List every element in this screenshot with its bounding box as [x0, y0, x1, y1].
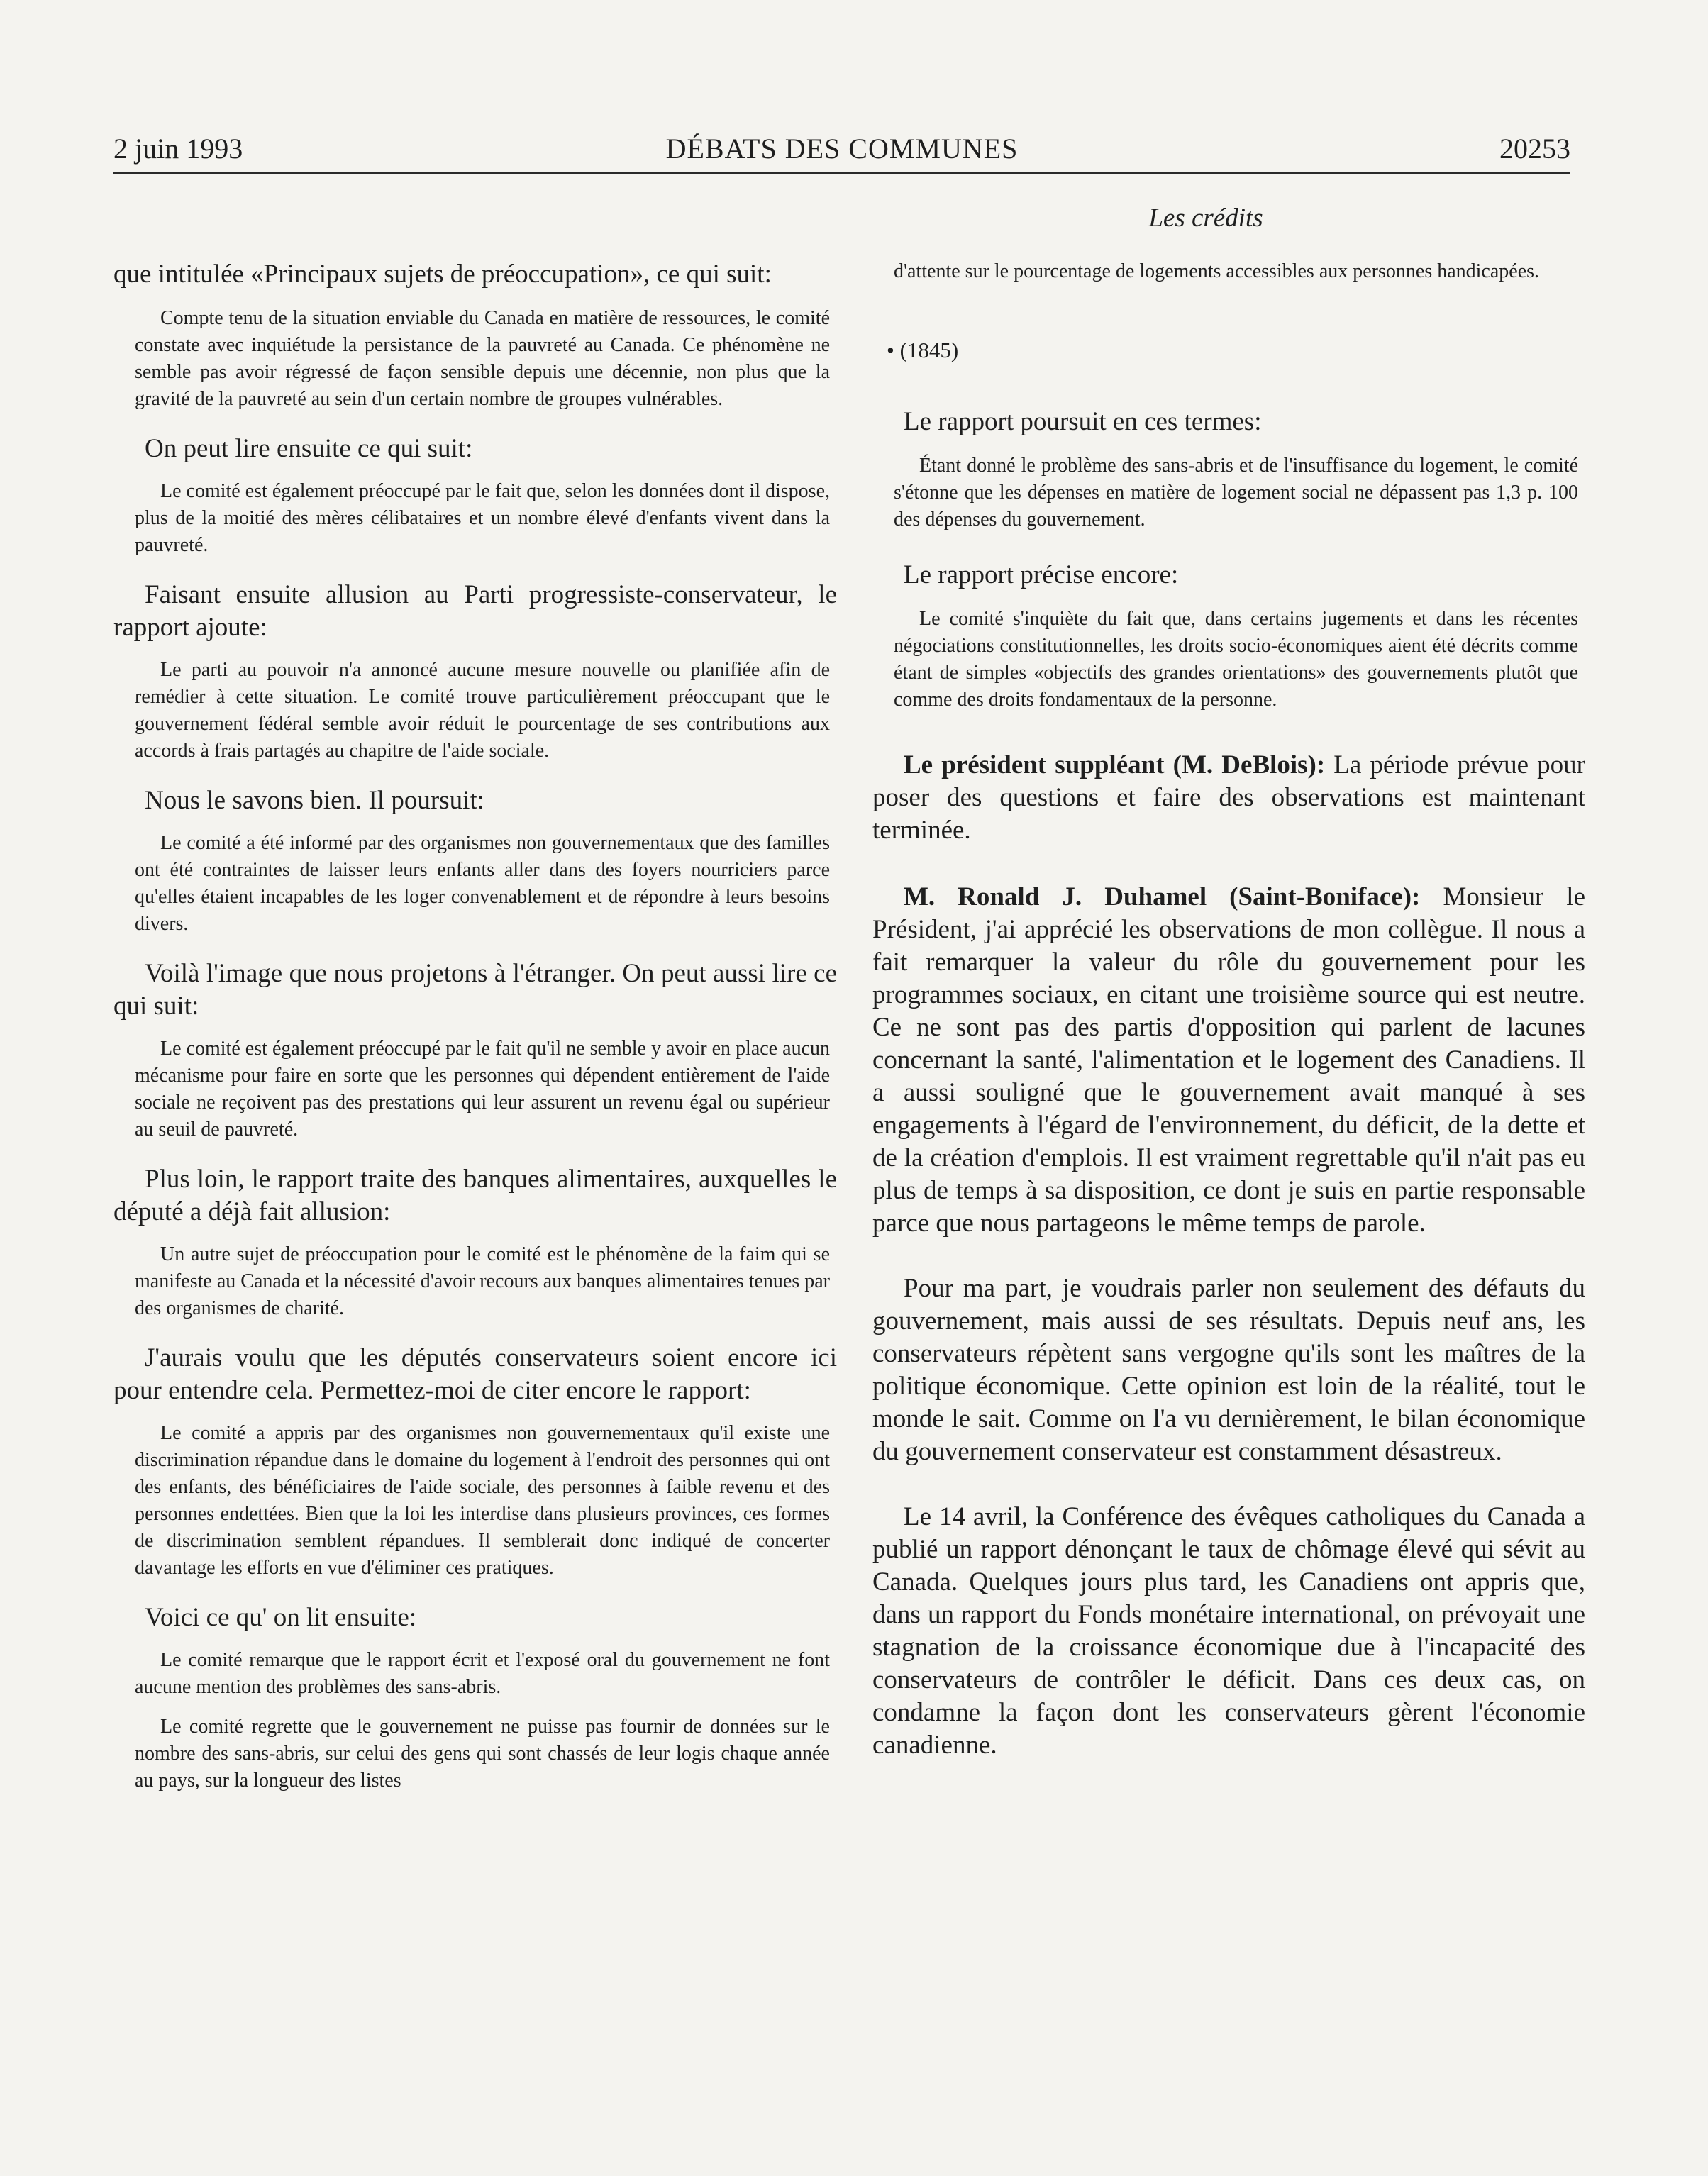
paragraph: Voilà l'image que nous projetons à l'étranger. On peut aussi lire ce qui suit: [113, 959, 837, 1021]
speaker-name: M. Ronald J. Duhamel (Saint-Boniface): [904, 882, 1421, 911]
paragraph: Pour ma part, je voudrais parler non seulement des défauts du gouvernement, mais aussi de ses résultats. Depuis neuf ans, les conservateurs répètent sans vergogne qu'ils sont les maîtres de la politique économique. Cette opinion est loin de la réalité, tout le monde le sait. Comme on l'a vu dernièrement, le bilan économique du gouvernement conservateur est constamment désastreux. [872, 1274, 1585, 1466]
block-quote: Le comité regrette que le gouvernement ne puisse pas fournir de données sur le nombre des sans-abris, sur celui des gens qui sont chassés de leur logis chaque année au pays, sur la longueur des listes [135, 1716, 830, 1792]
block-quote: Le comité est également préoccupé par le fait que, selon les données dont il dispose, plus de la moitié des mères célibataires et un nombre élevé d'enfants vivent dans la pauvreté. [135, 480, 830, 556]
paragraph: Voici ce qu' on lit ensuite: [145, 1603, 417, 1632]
page-header [113, 126, 1570, 174]
paragraph [872, 749, 1585, 847]
block-quote: Étant donné le problème des sans-abris et de l'insuffisance du logement, le comité s'étonne que les dépenses en matière de logement social ne dépassent pas 1,3 p. 100 des dépenses du gouvernement. [894, 455, 1578, 531]
paragraph: Le 14 avril, la Conférence des évêques catholiques du Canada a publié un rapport dénonçant le taux de chômage élevé qui sévit au Canada. Quelques jours plus tard, les Canadiens ont appris que, dans un rapport du Fonds monétaire international, on prévoyait une stagnation de la croissance économique due à l'incapacité des conservateurs de contrôler le déficit. Dans ces deux cas, on condamne la façon dont les conservateurs gèrent l'économie canadienne. [872, 1502, 1585, 1760]
speaker-name: Le président suppléant (M. DeBlois): [904, 750, 1326, 779]
block-quote: Le comité a été informé par des organismes non gouvernementaux que des familles ont été contraintes de laisser leurs enfants aller dans des foyers nourriciers parce qu'elles étaient incapables de les loger convenablement et de répondre à leurs besoins divers. [135, 832, 830, 935]
paragraph [872, 881, 1585, 1240]
speech-text: La période prévue pour poser des questions et faire des observations est maintenant terminée. [872, 750, 1585, 845]
paragraph: Nous le savons bien. Il poursuit: [145, 786, 484, 815]
block-quote: d'attente sur le pourcentage de logements accessibles aux personnes handicapées. [894, 260, 1540, 282]
left-column [113, 258, 837, 1794]
block-quote: Le comité est également préoccupé par le fait qu'il ne semble y avoir en place aucun mécanisme pour faire en sorte que les personnes qui dépendent entièrement de l'aide sociale ne reçoivent pas des prestations qui leur assurent un revenu égal ou supérieur au seuil de pauvreté. [135, 1038, 830, 1140]
section-subheader: Les crédits [1148, 204, 1263, 233]
block-quote: Le comité remarque que le rapport écrit et l'exposé oral du gouvernement ne font aucune mention des problèmes des sans-abris. [135, 1649, 830, 1698]
paragraph: que intitulée «Principaux sujets de préoccupation», ce qui suit: [113, 260, 772, 289]
paragraph: Le rapport précise encore: [904, 560, 1179, 589]
block-quote: Un autre sujet de préoccupation pour le comité est le phénomène de la faim qui se manifeste au Canada et la nécessité d'avoir recours aux banques alimentaires tenues par des organismes de charité. [135, 1243, 830, 1319]
paragraph: Faisant ensuite allusion au Parti progressiste-conservateur, le rapport ajoute: [113, 580, 837, 642]
paragraph: Plus loin, le rapport traite des banques alimentaires, auxquelles le député a déjà fait allusion: [113, 1165, 837, 1226]
block-quote: Compte tenu de la situation enviable du Canada en matière de ressources, le comité constate avec inquiétude la persistance de la pauvreté au Canada. Ce phénomène ne semble pas avoir régressé de façon sensible depuis une décennie, non plus que la gravité de la pauvreté au sein d'un certain nombre de groupes vulnérables. [135, 307, 830, 410]
header-page-number: 20253 [1499, 133, 1570, 165]
block-quote: Le comité s'inquiète du fait que, dans certains jugements et dans les récentes négociations constitutionnelles, les droits socio-économiques aient été décrits comme étant de simples «objectifs des grandes orientations» des gouvernements plutôt que comme des droits fondamentaux de la personne. [894, 608, 1578, 711]
paragraph: On peut lire ensuite ce qui suit: [145, 434, 473, 463]
right-column [872, 258, 1585, 1762]
speech-text: Monsieur le Président, j'ai apprécié les observations de mon collègue. Il nous a fait remarquer la valeur du rôle du gouvernement pour les programmes sociaux, en citant une troisième source qui est neutre. Ce ne sont pas des partis d'opposition qui parlent de lacunes concernant la santé, l'alimentation et le logement des Canadiens. Il a aussi souligné que le gouvernement avait manqué à ses engagements à l'égard de l'environnement, du déficit, de la dette et de la création d'emplois. Il est vraiment regrettable qu'il n'ait pas eu plus de temps à sa disposition, ce dont je suis en partie responsable parce que nous partageons le même temps de parole. [872, 882, 1585, 1238]
paragraph: Le rapport poursuit en ces termes: [904, 407, 1262, 436]
time-marker: • (1845) [887, 338, 959, 362]
header-title: DÉBATS DES COMMUNES [665, 133, 1019, 165]
block-quote: Le parti au pouvoir n'a annoncé aucune mesure nouvelle ou planifiée afin de remédier à cette situation. Le comité trouve particulièrement préoccupant que le gouvernement fédéral semble avoir réduit le pourcentage de ses contributions aux accords à frais partagés au chapitre de l'aide sociale. [135, 659, 830, 762]
header-date: 2 juin 1993 [113, 133, 243, 165]
block-quote: Le comité a appris par des organismes non gouvernementaux qu'il existe une discrimination répandue dans le domaine du logement à l'endroit des personnes qui ont des enfants, des bénéficiaires de l'aide sociale, des personnes à faible revenu et des personnes endettées. Bien que la loi les interdise dans plusieurs provinces, ces formes de discrimination semblent répandues. Il semblerait donc indiqué de concerter davantage les efforts en vue d'éliminer ces pratiques. [135, 1422, 830, 1579]
paragraph: J'aurais voulu que les députés conservateurs soient encore ici pour entendre cela. Permettez-moi de citer encore le rapport: [113, 1343, 837, 1405]
